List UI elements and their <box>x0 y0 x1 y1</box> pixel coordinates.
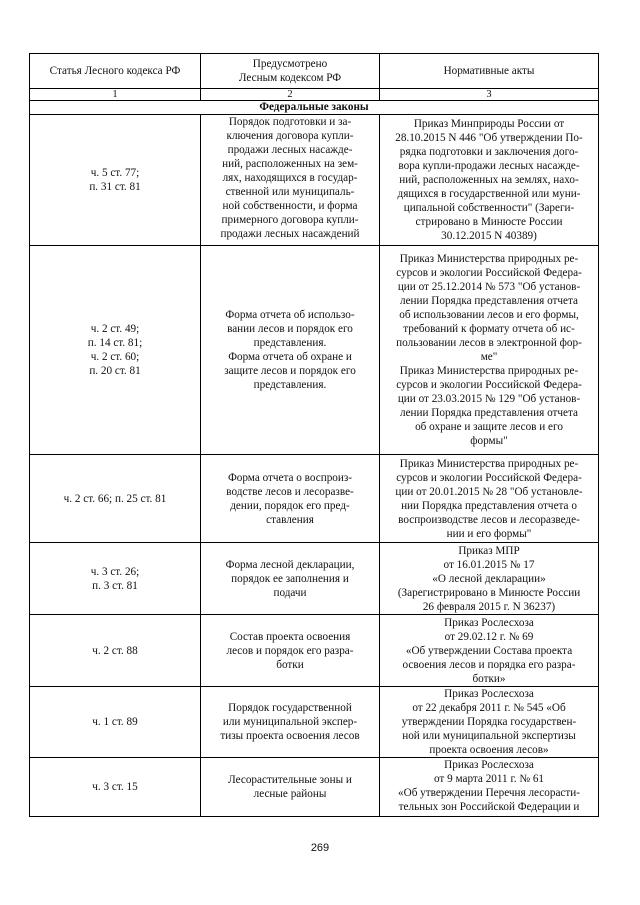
header-acts: Нормативные акты <box>380 54 599 89</box>
acts-cell: Приказ Министерства природных ре- сурсов и экологии Российской Федера- ции от 20.01.2015 № 28 "Об установле- нии Порядка представления отчета о воспроизводстве лесов и лесоразведе- нии и его формы" <box>380 455 599 543</box>
provision-cell: Состав проекта освоения лесов и порядок его разра- ботки <box>201 615 380 687</box>
article-cell: ч. 5 ст. 77; п. 31 ст. 81 <box>30 115 201 246</box>
column-number: 2 <box>201 89 380 101</box>
acts-cell: Приказ Рослесхоза от 29.02.12 г. № 69 «Об утверждении Состава проекта освоения лесов и порядка его разра- ботки» <box>380 615 599 687</box>
header-article: Статья Лесного кодекса РФ <box>30 54 201 89</box>
acts-cell: Приказ Рослесхоза от 9 марта 2011 г. № 61 «Об утверждении Перечня лесорасти- тельных зон Российской Федерации и <box>380 758 599 817</box>
provision-cell: Порядок государственной или муниципальной экспер- тизы проекта освоения лесов <box>201 687 380 758</box>
column-number: 1 <box>30 89 201 101</box>
column-number-row <box>30 89 599 101</box>
provision-cell: Порядок подготовки и за- ключения договора купли- продажи лесных насажде- ний, расположенных на зем- лях, находящихся в государ- ственной или муниципаль- ной собственности, и форма примерного договора купли- продажи лесных насаждений <box>201 115 380 246</box>
article-cell: ч. 2 ст. 49; п. 14 ст. 81; ч. 2 ст. 60; п. 20 ст. 81 <box>30 246 201 455</box>
article-cell: ч. 3 ст. 26; п. 3 ст. 81 <box>30 543 201 615</box>
article-cell: ч. 2 ст. 66; п. 25 ст. 81 <box>30 455 201 543</box>
page-number: 269 <box>310 842 330 854</box>
section-title: Федеральные законы <box>30 101 599 115</box>
provision-cell: Лесорастительные зоны и лесные районы <box>201 758 380 817</box>
table-header-row <box>30 54 599 89</box>
provision-cell: Форма лесной декларации, порядок ее заполнения и подачи <box>201 543 380 615</box>
column-number: 3 <box>380 89 599 101</box>
table-row <box>30 615 599 687</box>
article-cell: ч. 1 ст. 89 <box>30 687 201 758</box>
acts-cell: Приказ Министерства природных ре- сурсов и экологии Российской Федера- ции от 25.12.2014 № 573 "Об установ- лении Порядка представления отчета об использовании лесов и его формы, требований к формату отчета об ис- пользовании лесов в электронной фор- ме" Приказ Министерства природных ре- сурсов и экологии Российской Федера- ции от 23.03.2015 № 129 "Об установ- лении Порядка представления отчета об охране и защите лесов и его формы" <box>380 246 599 455</box>
provision-cell: Форма отчета об использо- вании лесов и порядок его представления. Форма отчета об охране и защите лесов и порядок его представления. <box>201 246 380 455</box>
article-cell: ч. 3 ст. 15 <box>30 758 201 817</box>
acts-cell: Приказ МПР от 16.01.2015 № 17 «О лесной декларации» (Зарегистрировано в Минюсте России 26 февраля 2015 г. N 36237) <box>380 543 599 615</box>
table-row <box>30 455 599 543</box>
table-row <box>30 115 599 246</box>
section-row <box>30 101 599 115</box>
table-row <box>30 543 599 615</box>
table-row <box>30 246 599 455</box>
provision-cell: Форма отчета о воспроиз- водстве лесов и лесоразве- дении, порядок его пред- ставления <box>201 455 380 543</box>
regulations-table <box>29 53 599 817</box>
acts-cell: Приказ Рослесхоза от 22 декабря 2011 г. № 545 «Об утверждении Порядка государствен- ной или муниципальной экспертизы проекта освоения лесов» <box>380 687 599 758</box>
table-row <box>30 687 599 758</box>
table-row <box>30 758 599 817</box>
article-cell: ч. 2 ст. 88 <box>30 615 201 687</box>
acts-cell: Приказ Минприроды России от 28.10.2015 N 446 "Об утверждении По- рядка подготовки и заключения дого- вора купли-продажи лесных насажде- ний, расположенных на землях, нахо- дящихся в государственной или муни- ципальной собственности" (Зареги- стрировано в Минюсте России 30.12.2015 N 40389) <box>380 115 599 246</box>
header-provision: Предусмотрено Лесным кодексом РФ <box>201 54 380 89</box>
